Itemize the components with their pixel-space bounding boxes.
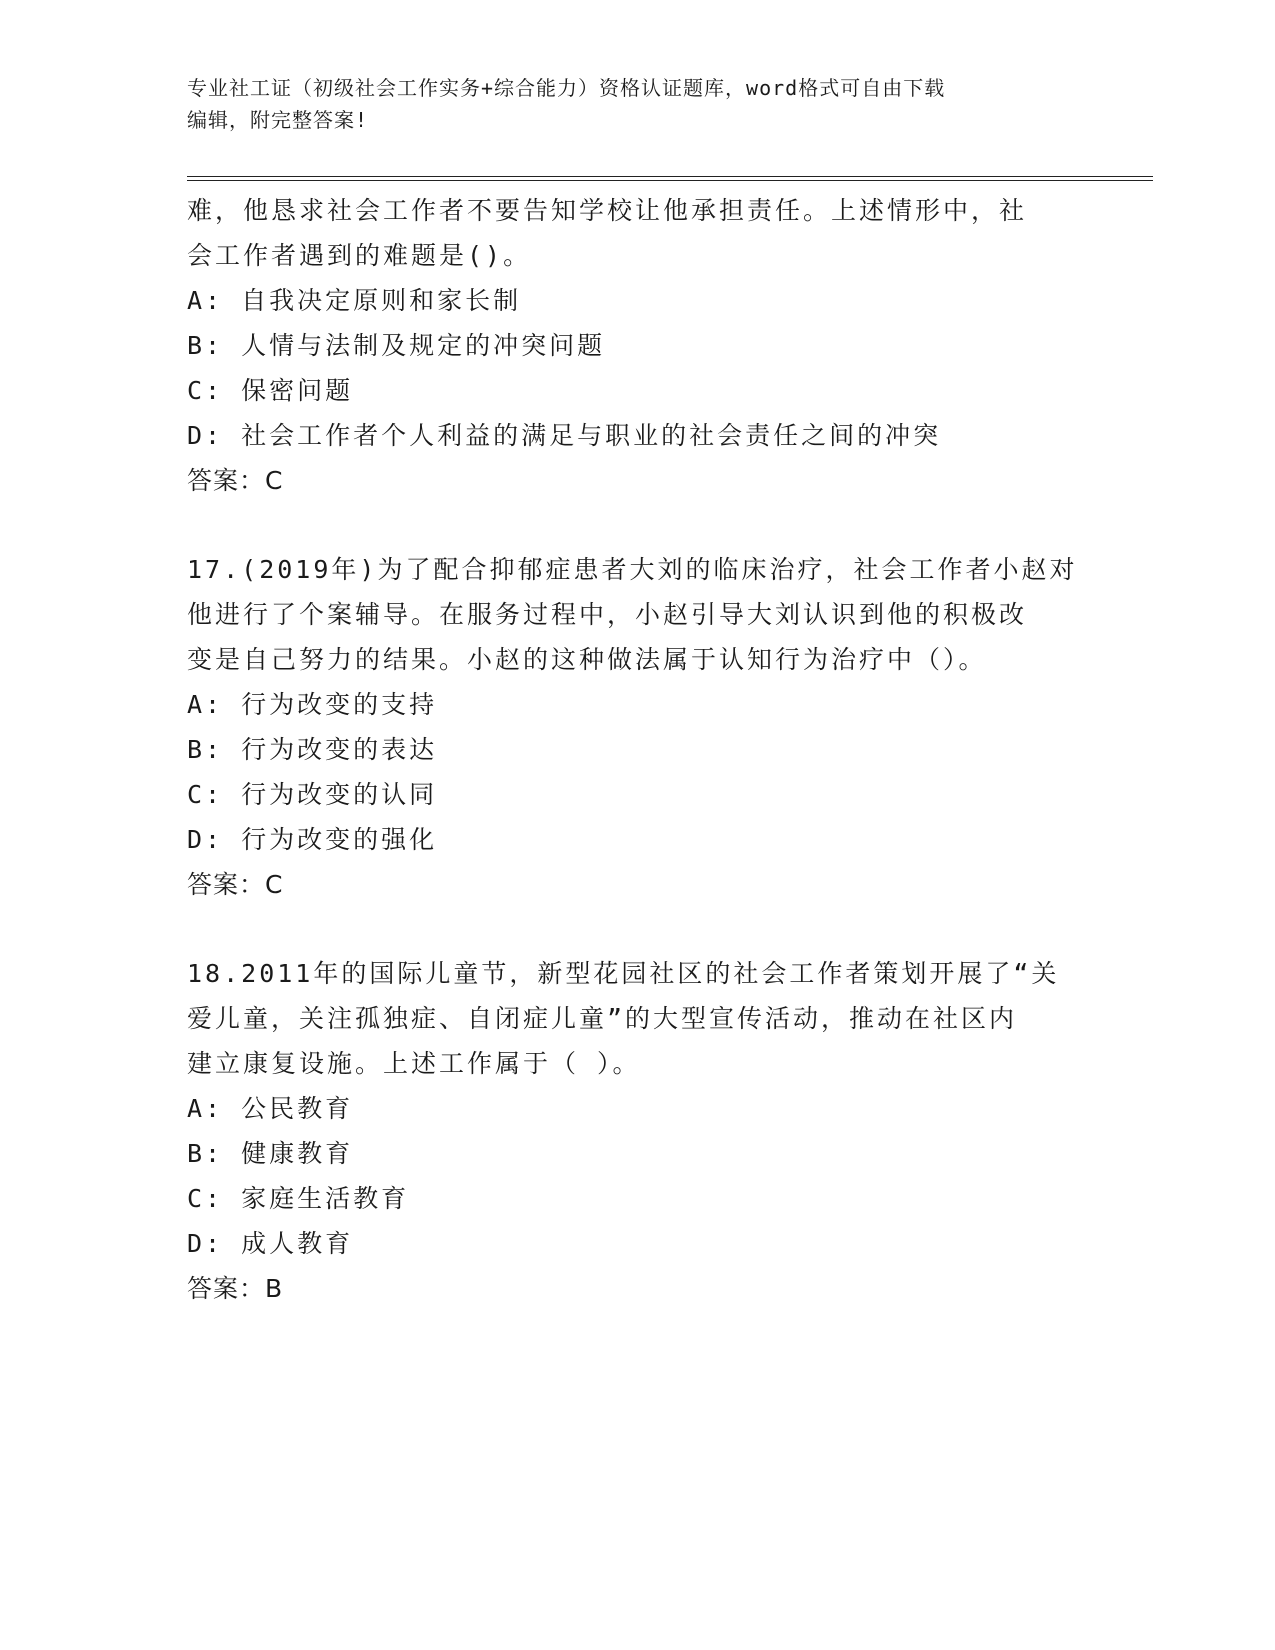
option-a: A: 自我决定原则和家长制: [187, 286, 522, 315]
answer-line: 答案：C: [187, 870, 284, 899]
question-stem-line: 难，他恳求社会工作者不要告知学校让他承担责任。上述情形中，社: [187, 196, 1028, 225]
header-line-2: 编辑，附完整答案!: [187, 108, 369, 132]
header-line-1: 专业社工证（初级社会工作实务+综合能力）资格认证题库，word格式可自由下载: [187, 76, 946, 100]
question-spacer: [187, 503, 1087, 547]
option-c: C: 行为改变的认同: [187, 780, 438, 809]
option-b: B: 人情与法制及规定的冲突问题: [187, 331, 606, 360]
option-d: D: 行为改变的强化: [187, 825, 438, 854]
option-c: C: 家庭生活教育: [187, 1184, 410, 1213]
option-d: D: 成人教育: [187, 1229, 354, 1258]
question-block: [187, 188, 1087, 503]
question-block: [187, 547, 1087, 907]
question-stem-line: 变是自己努力的结果。小赵的这种做法属于认知行为治疗中（）。: [187, 645, 987, 674]
option-b: B: 健康教育: [187, 1139, 354, 1168]
answer-line: 答案：C: [187, 466, 284, 495]
option-b: B: 行为改变的表达: [187, 735, 438, 764]
question-stem-line: 17.(2019年)为了配合抑郁症患者大刘的临床治疗，社会工作者小赵对: [187, 555, 1078, 584]
question-stem-line: 会工作者遇到的难题是()。: [187, 241, 532, 270]
question-spacer: [187, 907, 1087, 951]
option-a: A: 行为改变的支持: [187, 690, 438, 719]
option-c: C: 保密问题: [187, 376, 354, 405]
option-d: D: 社会工作者个人利益的满足与职业的社会责任之间的冲突: [187, 421, 942, 450]
header-divider: [187, 176, 1153, 181]
question-stem-line: 他进行了个案辅导。在服务过程中，小赵引导大刘认识到他的积极改: [187, 600, 1028, 629]
question-list: [187, 188, 1087, 1311]
answer-line: 答案：B: [187, 1274, 284, 1303]
question-block: [187, 951, 1087, 1311]
question-stem-line: 18.2011年的国际儿童节，新型花园社区的社会工作者策划开展了“关: [187, 959, 1060, 988]
question-stem-line: 爱儿童，关注孤独症、自闭症儿童”的大型宣传活动，推动在社区内: [187, 1004, 1018, 1033]
page-header: [187, 72, 1087, 136]
option-a: A: 公民教育: [187, 1094, 354, 1123]
question-stem-line: 建立康复设施。上述工作属于（ ）。: [187, 1049, 641, 1078]
